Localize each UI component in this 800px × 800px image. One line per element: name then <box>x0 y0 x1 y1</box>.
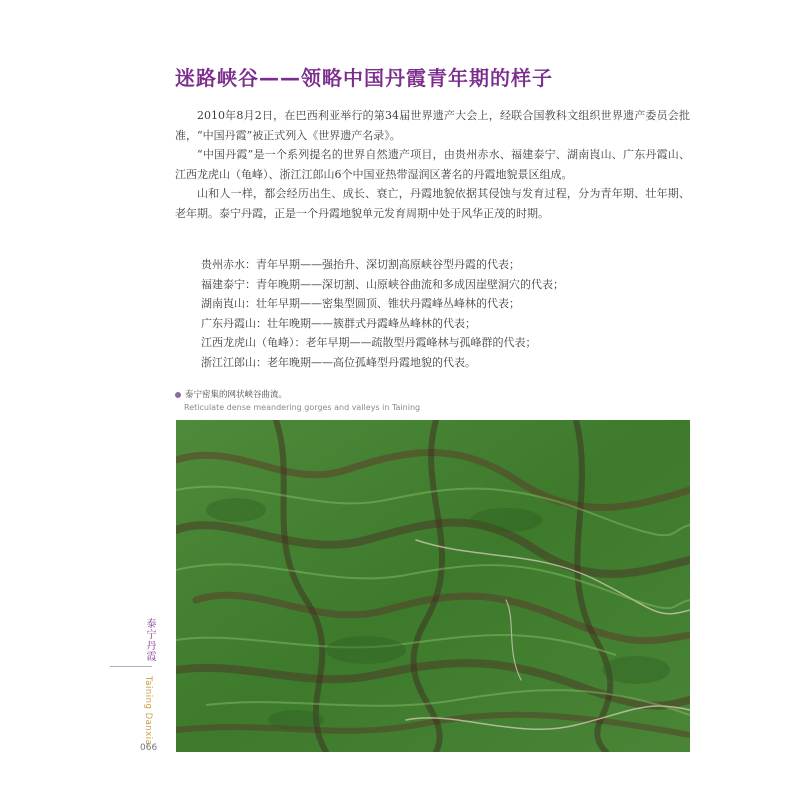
paragraph-1: 2010年8月2日，在巴西利亚举行的第34届世界遗产大会上，经联合国教科文组织世界遗产委员会批准，“中国丹霞”被正式列入《世界遗产名录》。 <box>175 109 690 142</box>
list-item: 湖南崀山：壮年早期——密集型圆顶、锥状丹霞峰丛峰林的代表； <box>201 297 520 310</box>
side-section-label-zh: 泰宁丹霞 <box>144 618 155 662</box>
page-title: 迷路峡谷——领略中国丹霞青年期的样子 <box>175 66 553 90</box>
caption-bullet-icon <box>175 392 181 398</box>
danxia-stage-list <box>201 255 564 372</box>
list-item: 浙江江郎山：老年晚期——高位孤峰型丹霞地貌的代表。 <box>201 355 476 369</box>
list-item: 福建泰宁：青年晚期——深切割、山原峡谷曲流和多成因崖壁洞穴的代表； <box>201 277 564 291</box>
caption-zh-text: 泰宁密集的网状峡谷曲流。 <box>185 390 288 400</box>
list-item: 江西龙虎山（龟峰）：老年早期——疏散型丹霞峰林与孤峰群的代表； <box>201 336 537 349</box>
aerial-photo <box>176 420 690 752</box>
photo-caption-en: Reticulate dense meandering gorges and valleys in Taining <box>184 403 421 412</box>
list-item: 贵州赤水：青年早期——强抬升、深切割高原峡谷型丹霞的代表； <box>201 258 520 271</box>
body-text <box>175 106 690 223</box>
paragraph-2: “中国丹霞”是一个系列提名的世界自然遗产项目，由贵州赤水、福建泰宁、湖南崀山、广东丹霞山、江西龙虎山（龟峰）、浙江江郎山6个中国亚热带湿润区著名的丹霞地貌景区组成。 <box>175 148 690 181</box>
page-number: 066 <box>140 743 158 753</box>
side-divider <box>110 666 152 667</box>
paragraph-3: 山和人一样，都会经历出生、成长、衰亡，丹霞地貌依据其侵蚀与发育过程，分为青年期、壮年期、老年期。泰宁丹霞，正是一个丹霞地貌单元发育周期中处于风华正茂的时期。 <box>175 187 690 220</box>
photo-caption-zh <box>175 388 287 400</box>
list-item: 广东丹霞山：壮年晚期——簇群式丹霞峰丛峰林的代表； <box>201 316 476 330</box>
side-section-label-en: Taining Danxia <box>143 676 153 746</box>
